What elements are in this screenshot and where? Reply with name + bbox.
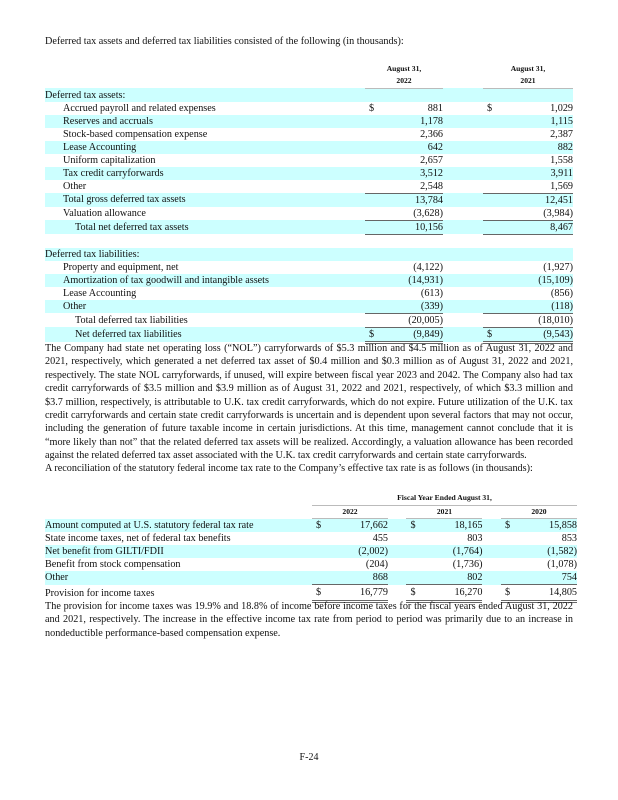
value-2021: 1,115: [501, 115, 573, 128]
value-2021: 16,270: [425, 585, 483, 602]
value-2022: 10,156: [383, 220, 443, 234]
reconciliation-table: [45, 492, 577, 603]
liabilities-header: Deferred tax liabilities:: [45, 248, 573, 261]
value-2022: 2,657: [420, 154, 443, 166]
dollar-sign: $: [501, 519, 519, 533]
value-2022: 17,662: [331, 519, 389, 533]
col-header-2022: 2022: [312, 505, 388, 519]
value-2021: 802: [425, 571, 483, 585]
dollar-sign: $: [406, 585, 424, 602]
value-2022: (20,005): [383, 313, 443, 327]
table-row: [45, 167, 573, 180]
value-2022: (2,002): [331, 545, 389, 558]
table-row: [45, 115, 573, 128]
value-2021: (15,109): [501, 274, 573, 287]
value-2021: 3,911: [501, 167, 573, 180]
row-label: Uniform capitalization: [63, 154, 156, 166]
value-2022: 3,512: [383, 167, 443, 180]
value-2022: (4,122): [413, 261, 443, 273]
row-label: State income taxes, net of federal tax benefits: [45, 533, 231, 544]
row-label: Other: [63, 180, 87, 192]
section-header-row: [45, 88, 573, 102]
table-row: [45, 193, 573, 207]
dollar-sign: $: [312, 519, 330, 533]
value-2021: 882: [501, 141, 573, 154]
value-2020: 15,858: [519, 519, 577, 533]
table-row: [45, 207, 573, 221]
table-header-row: [45, 62, 573, 75]
value-2021: (3,984): [501, 207, 573, 221]
value-2022: (204): [365, 559, 388, 570]
value-2020: 14,805: [519, 585, 577, 602]
dollar-sign: $: [406, 519, 424, 533]
deferred-tax-table: [45, 62, 573, 344]
table-header-row: [45, 492, 577, 505]
row-label: Total deferred tax liabilities: [75, 314, 188, 326]
page-number: F-24: [299, 752, 319, 763]
value-2022: (9,849): [383, 327, 443, 342]
table-row: [45, 519, 577, 533]
value-2022: 881: [427, 102, 443, 114]
value-2021: 1,569: [501, 180, 573, 194]
row-label: Total net deferred tax assets: [45, 220, 365, 234]
value-2021: 18,165: [425, 519, 483, 533]
row-label: Net deferred tax liabilities: [45, 327, 365, 342]
reconciliation-intro: A reconciliation of the statutory federal income tax rate to the Company’s effective tax rate is as follows (in thousands):: [45, 463, 533, 474]
value-2020: (1,078): [547, 559, 577, 570]
assets-header: Deferred tax assets:: [45, 88, 573, 102]
value-2022: 2,366: [420, 128, 443, 140]
table-row: [45, 545, 577, 558]
value-2021: (1,927): [543, 261, 573, 273]
table-row: [45, 220, 573, 234]
table-row: [45, 327, 573, 342]
col-header-2021: 2021: [406, 505, 482, 519]
row-label: Other: [45, 571, 312, 585]
value-2021: (1,764): [425, 545, 483, 558]
table-row: [45, 300, 573, 314]
value-2020: 754: [519, 571, 577, 585]
value-2022: 16,779: [331, 585, 389, 602]
value-2022: 455: [372, 533, 388, 544]
dollar-sign: $: [312, 585, 330, 602]
value-2021: 2,387: [550, 128, 573, 140]
table-row: [45, 261, 573, 274]
table-row: [45, 274, 573, 287]
row-label: Reserves and accruals: [45, 115, 365, 128]
row-label: Benefit from stock compensation: [45, 559, 181, 570]
row-label: Total gross deferred tax assets: [45, 193, 365, 207]
value-2021: 1,558: [550, 154, 573, 166]
value-2022: 1,178: [383, 115, 443, 128]
value-2022: (14,931): [383, 274, 443, 287]
row-label: Stock-based compensation expense: [63, 128, 208, 140]
col-header-2022-line1: August 31,: [386, 63, 422, 73]
value-2022: 642: [383, 141, 443, 154]
table-row: [45, 558, 577, 571]
nol-paragraph: The Company had state net operating loss (“NOL”) carryforwards of $5.3 million and $4.5 million as of August 31, 2022 and 2021, respectively, which generated a net deferred tax asset of $0.4 million and $0.3 million as of August 31, 2022 and 2021, respectively. The state NOL carryforwards, if unused, will expire between fiscal year 2023 and 2042. The Company also had tax credit carryforwards of $3.5 million and $3.9 million as of August 31, 2022 and 2021, respectively, of which $3.3 million and $3.7 million, respectively, is attributable to U.K. tax credit carryforwards, which do not expire. Future utilization of the U.K. tax credit carryforwards and certain state credit carryforwards is uncertain and is dependent upon several factors that may not occur, including the generation of future taxable income in certain jurisdictions. At this time, management cannot conclude that it is “more likely than not” that the related deferred tax assets will be realized. Accordingly, a valuation allowance has been recorded against the related deferred tax asset associated with the U.K. tax credit carryforwards and certain state carryforwards.: [45, 343, 573, 462]
row-label: Net benefit from GILTI/FDII: [45, 545, 312, 558]
table-row: [45, 313, 573, 327]
value-2021: (118): [501, 300, 573, 314]
col-header-2021-line2: 2021: [483, 75, 573, 88]
value-2021: (18,010): [501, 313, 573, 327]
spacer-row: [45, 234, 573, 248]
value-2020: 853: [561, 533, 577, 544]
value-2022: 868: [331, 571, 389, 585]
provision-paragraph: The provision for income taxes was 19.9% and 18.8% of income before income taxes for the fiscal years ended August 31, 2022 and 2021, respectively. The increase in the effective income tax rate from period to period was primarily due to an increase in nondeductible performance-based compensation expense.: [45, 601, 573, 639]
value-2021: 12,451: [501, 193, 573, 207]
value-2021: 1,029: [550, 102, 573, 114]
value-2022: (613): [420, 287, 443, 299]
col-header-2021-line1: August 31,: [510, 63, 546, 73]
col-header-2020: 2020: [501, 505, 577, 519]
row-label: Tax credit carryforwards: [45, 167, 365, 180]
row-label: Lease Accounting: [45, 141, 365, 154]
row-label: Property and equipment, net: [63, 261, 179, 273]
table-header-row: [45, 75, 573, 88]
row-label: Lease Accounting: [63, 287, 137, 299]
dollar-sign: $: [501, 585, 519, 602]
dollar-sign: $: [487, 102, 493, 114]
table-row: [45, 287, 573, 300]
section-header-row: [45, 248, 573, 261]
table-row: [45, 154, 573, 167]
table-row: [45, 585, 577, 602]
row-label: Valuation allowance: [63, 207, 146, 219]
table-row: [45, 532, 577, 545]
value-2021: (856): [550, 287, 573, 299]
value-2020: (1,582): [519, 545, 577, 558]
value-2021: (1,736): [452, 559, 483, 570]
row-label: Amount computed at U.S. statutory federal tax rate: [45, 519, 312, 533]
intro-text: Deferred tax assets and deferred tax liabilities consisted of the following (in thousands):: [45, 36, 404, 47]
fiscal-year-header: Fiscal Year Ended August 31,: [312, 492, 577, 505]
table-row: [45, 141, 573, 154]
value-2022: (339): [383, 300, 443, 314]
row-label: Other: [45, 300, 365, 314]
row-label: Amortization of tax goodwill and intangible assets: [45, 274, 365, 287]
value-2021: 803: [467, 533, 483, 544]
row-label: Accrued payroll and related expenses: [63, 102, 216, 114]
dollar-sign: $: [365, 327, 383, 342]
value-2022: 2,548: [383, 180, 443, 194]
table-header-row: [45, 505, 577, 519]
table-row: [45, 571, 577, 585]
dollar-sign: $: [483, 327, 501, 342]
table-row: [45, 128, 573, 141]
value-2022: 13,784: [383, 193, 443, 207]
value-2022: (3,628): [383, 207, 443, 221]
value-2021: (9,543): [501, 327, 573, 342]
col-header-2022-line2: 2022: [365, 75, 443, 88]
table-row: [45, 102, 573, 115]
table-row: [45, 180, 573, 194]
row-label: Provision for income taxes: [45, 587, 155, 599]
dollar-sign: $: [369, 102, 375, 114]
value-2021: 8,467: [501, 220, 573, 234]
